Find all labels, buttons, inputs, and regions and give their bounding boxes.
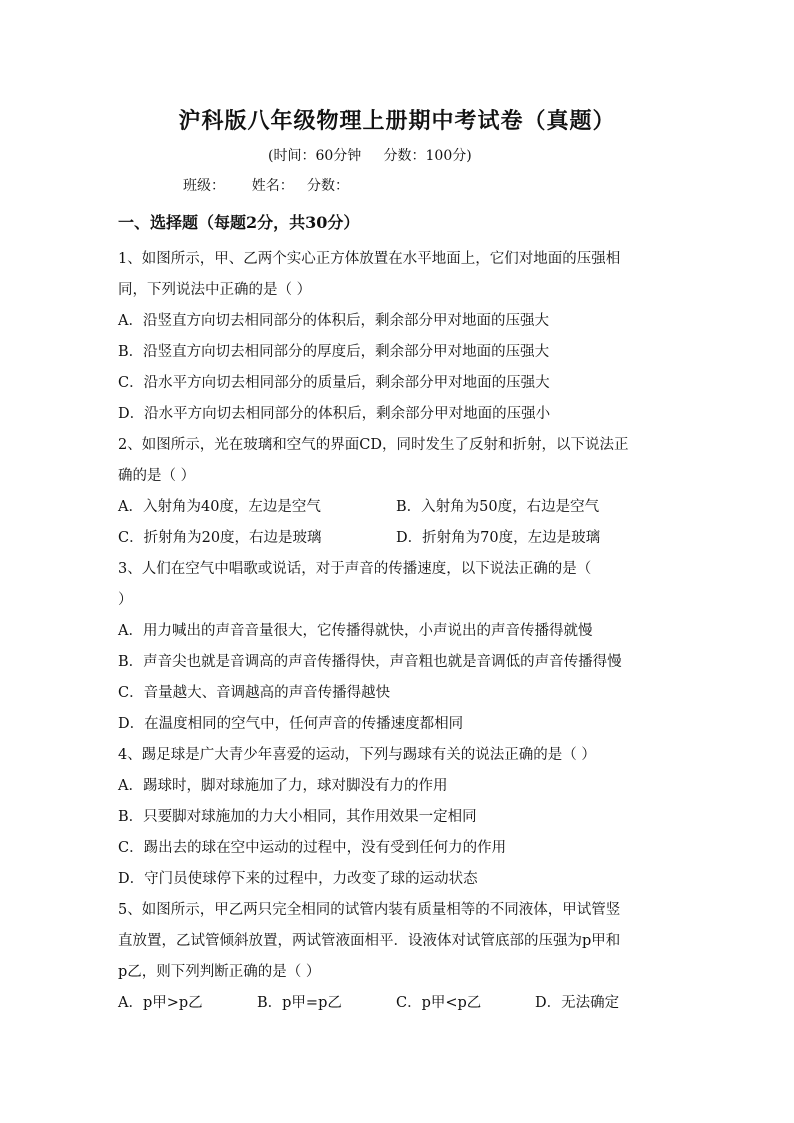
question-list bbox=[118, 244, 678, 1019]
q1-stem-line2: 同，下列说法中正确的是（ ） bbox=[118, 282, 312, 298]
q5-options-row bbox=[118, 988, 678, 1019]
q2-options-row1 bbox=[118, 492, 678, 523]
q3-option-c: C．音量越大、音调越高的声音传播得越快 bbox=[118, 685, 391, 701]
q4-option-b: B．只要脚对球施加的力大小相同，其作用效果一定相同 bbox=[118, 809, 477, 825]
q2-stem-line2: 确的是（ ） bbox=[118, 468, 196, 484]
section-heading: 一、选择题（每题2分，共30分） bbox=[118, 213, 360, 232]
q2-option-a: A．入射角为40度，左边是空气 bbox=[118, 499, 321, 515]
q2-option-d: D．折射角为70度，左边是玻璃 bbox=[396, 530, 601, 546]
q5-option-b: B．p甲=p乙 bbox=[257, 995, 342, 1011]
exam-title: 沪科版八年级物理上册期中考试卷（真题） bbox=[178, 108, 616, 134]
q3-stem-line2: ） bbox=[118, 592, 133, 608]
q3-option-d: D．在温度相同的空气中，任何声音的传播速度都相同 bbox=[118, 716, 464, 732]
student-info: 班级： 姓名： 分数： bbox=[183, 178, 350, 194]
q1-option-b: B．沿竖直方向切去相同部分的厚度后，剩余部分甲对地面的压强大 bbox=[118, 344, 550, 360]
q5-option-d: D．无法确定 bbox=[535, 995, 620, 1011]
q3-option-b: B．声音尖也就是音调高的声音传播得快，声音粗也就是音调低的声音传播得慢 bbox=[118, 654, 622, 670]
q5-stem-line1: 5、如图所示，甲乙两只完全相同的试管内装有质量相等的不同液体，甲试管竖 bbox=[118, 902, 621, 918]
q3-stem-line1: 3、人们在空气中唱歌或说话，对于声音的传播速度，以下说法正确的是（ bbox=[118, 561, 592, 577]
q2-option-c: C．折射角为20度，右边是玻璃 bbox=[118, 530, 322, 546]
q4-option-d: D．守门员使球停下来的过程中，力改变了球的运动状态 bbox=[118, 871, 478, 887]
q4-option-a: A．踢球时，脚对球施加了力，球对脚没有力的作用 bbox=[118, 778, 448, 794]
q5-stem-line3: p乙，则下列判断正确的是（ ） bbox=[118, 964, 321, 980]
q3-option-a: A．用力喊出的声音音量很大，它传播得就快，小声说出的声音传播得就慢 bbox=[118, 623, 593, 639]
q5-option-c: C．p甲<p乙 bbox=[396, 995, 482, 1011]
q1-option-a: A．沿竖直方向切去相同部分的体积后，剩余部分甲对地面的压强大 bbox=[118, 313, 549, 329]
q4-option-c: C．踢出去的球在空中运动的过程中，没有受到任何力的作用 bbox=[118, 840, 507, 856]
q5-stem-line2: 直放置，乙试管倾斜放置，两试管液面相平．设液体对试管底部的压强为p甲和 bbox=[118, 933, 621, 949]
q4-stem-line1: 4、踢足球是广大青少年喜爱的运动，下列与踢球有关的说法正确的是（ ） bbox=[118, 747, 596, 763]
q2-option-b: B．入射角为50度，右边是空气 bbox=[396, 499, 600, 515]
q1-option-d: D．沿水平方向切去相同部分的体积后，剩余部分甲对地面的压强小 bbox=[118, 406, 551, 422]
q5-option-a: A．p甲>p乙 bbox=[118, 995, 203, 1011]
q2-stem-line1: 2、如图所示，光在玻璃和空气的界面CD，同时发生了反射和折射，以下说法正 bbox=[118, 437, 629, 453]
q1-option-c: C．沿水平方向切去相同部分的质量后，剩余部分甲对地面的压强大 bbox=[118, 375, 550, 391]
q2-options-row2 bbox=[118, 523, 678, 554]
q1-stem-line1: 1、如图所示，甲、乙两个实心正方体放置在水平地面上，它们对地面的压强相 bbox=[118, 251, 621, 267]
exam-meta: (时间：60分钟 分数：100分) bbox=[268, 148, 472, 164]
